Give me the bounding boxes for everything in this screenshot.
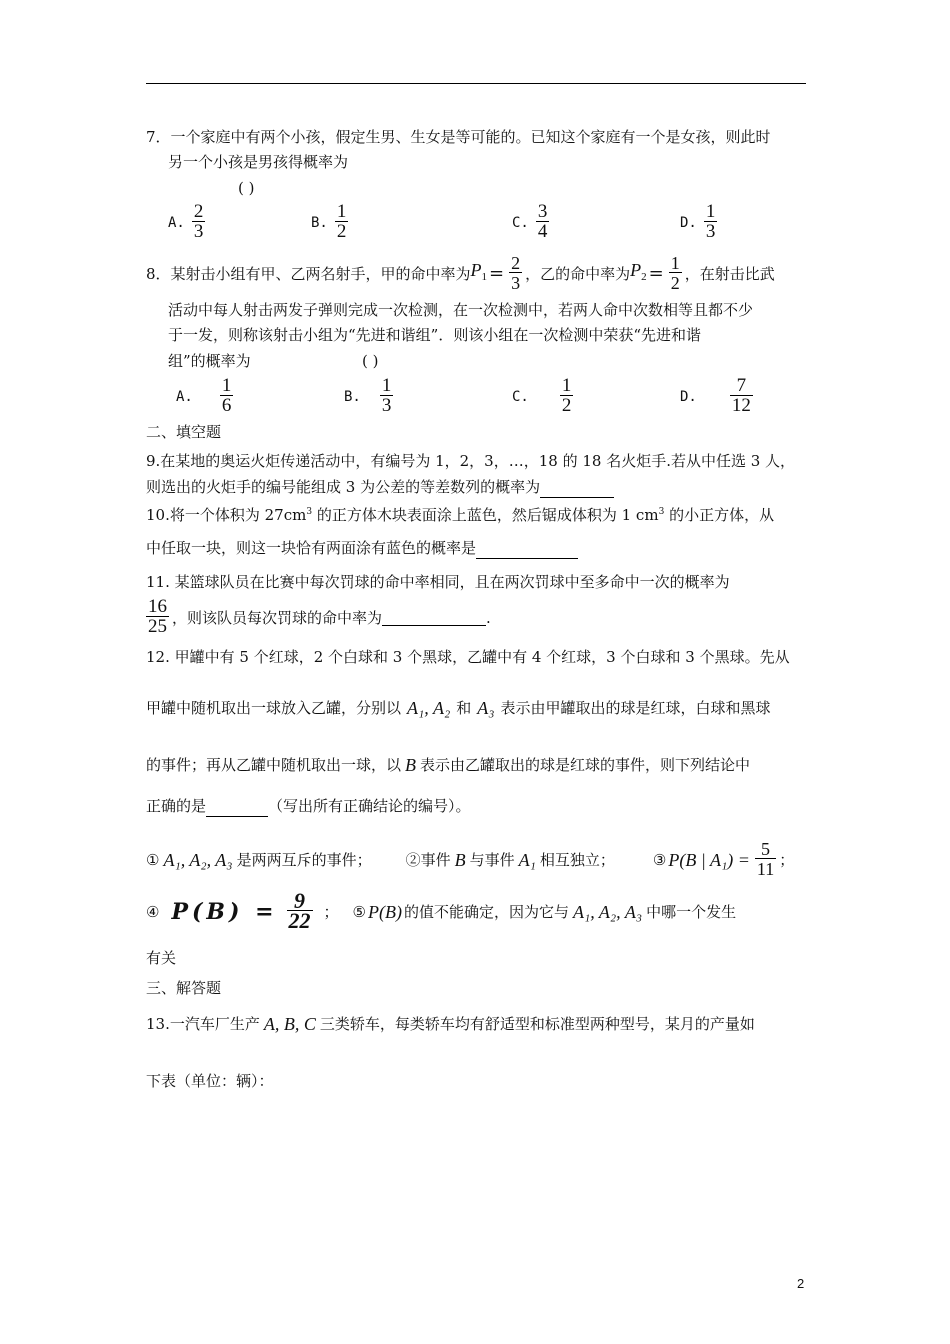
section-heading-solve: 三、解答题 bbox=[146, 979, 222, 997]
q8-option-b bbox=[344, 377, 396, 416]
answer-blank bbox=[382, 609, 486, 626]
q12-text-part: 表示由甲罐取出的球是红球，白球和黑球 bbox=[500, 699, 771, 717]
q10-text-part: 10.将一个体积为 27cm bbox=[146, 506, 307, 524]
fraction bbox=[730, 377, 753, 416]
superscript: 3 bbox=[306, 507, 313, 517]
q7-option-a bbox=[168, 203, 208, 242]
numerator: 2 bbox=[193, 201, 204, 222]
option-label: D. bbox=[680, 388, 697, 405]
q12-text-part: 表示由乙罐取出的球是红球的事件，则下列结论中 bbox=[420, 756, 751, 774]
fraction bbox=[335, 203, 349, 242]
q12-text-part: 甲罐中随机取出一球放入乙罐，分别以 bbox=[146, 699, 402, 717]
statement-text: 中哪一个发生 bbox=[646, 902, 737, 921]
q8-text-line3: 于一发，则称该射击小组为“先进和谐组”．则该小组在一次检测中荣获“先进和谐 bbox=[168, 326, 702, 344]
q8-text-part: ，乙的命中率为 bbox=[525, 264, 631, 283]
numerator: 1 bbox=[336, 201, 347, 222]
numerator: 1 bbox=[670, 253, 680, 273]
math-a1-a2: A₁, A₂ bbox=[407, 698, 451, 718]
p-subscript: 1 bbox=[481, 271, 488, 283]
q11-text-line1: 11. 某篮球队员在比赛中每次罚球的命中率相同，且在两次罚球中至多命中一次的概率为 bbox=[146, 573, 730, 591]
answer-blank bbox=[540, 477, 614, 498]
statement-text: 是两两互斥的事件； bbox=[236, 850, 372, 869]
q8-text-part: ，在射击比武 bbox=[684, 264, 775, 283]
q13-text-part: 三类轿车，每类轿车均有舒适型和标准型两种型号，某月的产量如 bbox=[319, 1015, 755, 1033]
denominator: 25 bbox=[148, 616, 167, 637]
numerator: 2 bbox=[511, 253, 521, 273]
numerator: 7 bbox=[736, 375, 747, 396]
fraction bbox=[560, 377, 574, 416]
fraction bbox=[536, 203, 550, 242]
statement-text: 的值不能确定，因为它与 bbox=[403, 902, 569, 921]
q9-text-line1: 9.在某地的奥运火炬传递活动中，有编号为 1，2，3，…，18 的 18 名火炬手.若从中任选 3 人， bbox=[146, 452, 796, 470]
answer-blank bbox=[206, 796, 268, 817]
statement-marker: ③ bbox=[652, 850, 667, 869]
q11-period: . bbox=[486, 608, 491, 627]
q8-text-line2: 活动中每人射击两发子弹则完成一次检测，在一次检测中，若两人命中次数相等且都不少 bbox=[168, 301, 754, 319]
denominator: 3 bbox=[511, 273, 521, 293]
option-label: C. bbox=[512, 214, 529, 231]
p-letter: P bbox=[470, 260, 482, 280]
math-a3: A₃ bbox=[477, 698, 495, 718]
q7-option-c bbox=[512, 203, 552, 242]
q8-option-a bbox=[176, 377, 236, 416]
math-a1: A₁ bbox=[518, 849, 536, 870]
p2-symbol bbox=[630, 260, 647, 287]
option-label: A. bbox=[176, 388, 193, 405]
section-heading-fill-in: 二、填空题 bbox=[146, 423, 222, 441]
p1-symbol bbox=[471, 260, 488, 287]
q10-text: 中任取一块，则这一块恰有两面涂有蓝色的概率是 bbox=[146, 539, 477, 557]
math-b: B bbox=[405, 755, 417, 775]
math-b: B bbox=[454, 849, 466, 870]
fraction bbox=[755, 840, 776, 879]
math-conditional-prob: P(B | A₁) = bbox=[668, 849, 750, 870]
q8-answer-paren: ( ) bbox=[362, 352, 379, 370]
q12-text-part: 和 bbox=[456, 699, 472, 717]
math-prob-b: P(B) bbox=[367, 901, 402, 922]
denominator: 4 bbox=[537, 221, 548, 242]
q13-text-part: 13.一汽车厂生产 bbox=[146, 1015, 260, 1033]
numerator: 16 bbox=[148, 596, 167, 617]
q9-text-line2 bbox=[146, 477, 614, 498]
numerator: 5 bbox=[761, 839, 771, 859]
fraction bbox=[704, 203, 718, 242]
q12-text-line3 bbox=[146, 755, 750, 775]
q12-statements-row2 bbox=[146, 888, 737, 933]
math-prob-b: P(B) = bbox=[171, 898, 278, 925]
option-label: B. bbox=[311, 214, 328, 231]
denominator: 11 bbox=[756, 859, 775, 879]
page-number: 2 bbox=[797, 1276, 805, 1291]
q12-text-part: （写出所有正确结论的编号）。 bbox=[268, 797, 471, 815]
statement-marker: ④ bbox=[146, 902, 160, 921]
denominator: 22 bbox=[288, 908, 311, 933]
denominator: 3 bbox=[193, 221, 204, 242]
q9-text: 则选出的火炬手的编号能组成 3 为公差的等差数列的概率为 bbox=[146, 478, 541, 496]
q13-text-line1 bbox=[146, 1014, 755, 1034]
q12-text-part: 的事件；再从乙罐中随机取出一球，以 bbox=[146, 756, 402, 774]
q8-text-part: 8．某射击小组有甲、乙两名射手，甲的命中率为 bbox=[146, 264, 471, 283]
math-a1-a2-a3: A₁, A₂, A₃ bbox=[163, 849, 233, 870]
q10-text-line1 bbox=[146, 502, 774, 525]
statement-text: 相互独立； bbox=[539, 850, 615, 869]
q12-text-line2 bbox=[146, 698, 771, 718]
denominator: 3 bbox=[381, 395, 392, 416]
q12-text-line1: 12. 甲罐中有 5 个红球，2 个白球和 3 个黑球，乙罐中有 4 个红球，3 个白球和 3 个黑球。先从 bbox=[146, 648, 790, 666]
statement-end: ； bbox=[779, 850, 795, 869]
denominator: 6 bbox=[221, 395, 232, 416]
p2-fraction bbox=[669, 254, 682, 293]
denominator: 2 bbox=[670, 273, 680, 293]
numerator: 1 bbox=[221, 375, 232, 396]
q12-statements-row3: 有关 bbox=[146, 949, 177, 967]
math-a1-a2-a3: A₁, A₂, A₃ bbox=[572, 901, 643, 922]
answer-blank bbox=[476, 538, 578, 559]
q7-text-line2: 另一个小孩是男孩得概率为 bbox=[168, 153, 349, 171]
statement-text: 与事件 bbox=[469, 850, 515, 869]
numerator: 1 bbox=[705, 201, 716, 222]
numerator: 1 bbox=[381, 375, 392, 396]
q7-option-d bbox=[680, 203, 720, 242]
math-abc: A, B, C bbox=[263, 1014, 316, 1034]
q10-text-part: 的小正方体，从 bbox=[664, 506, 775, 524]
equals-sign: = bbox=[648, 262, 664, 284]
fraction bbox=[287, 888, 313, 933]
option-label: C. bbox=[512, 388, 529, 405]
q10-text-line2 bbox=[146, 538, 578, 559]
q8-option-d bbox=[680, 377, 756, 416]
q12-text-part: 正确的是 bbox=[146, 797, 207, 815]
p1-fraction bbox=[509, 254, 522, 293]
fraction bbox=[380, 377, 394, 416]
q12-text-line4 bbox=[146, 796, 471, 817]
q11-fraction bbox=[146, 598, 169, 637]
q10-text-part: 的正方体木块表面涂上蓝色，然后锯成体积为 1 cm bbox=[312, 506, 659, 524]
q13-text-line2: 下表（单位：辆）： bbox=[146, 1072, 274, 1090]
q7-text-line1: 7．一个家庭中有两个小孩，假定生男、生女是等可能的。已知这个家庭有一个是女孩，则此时 bbox=[146, 128, 771, 146]
numerator: 3 bbox=[537, 201, 548, 222]
statement-marker: ⑤ bbox=[352, 902, 366, 921]
denominator: 2 bbox=[561, 395, 572, 416]
q8-option-c bbox=[512, 377, 576, 416]
q11-text-line2 bbox=[146, 598, 491, 637]
q8-text-line4: 组”的概率为 bbox=[168, 352, 251, 370]
option-label: A. bbox=[168, 214, 185, 231]
fraction bbox=[220, 377, 234, 416]
q7-answer-paren: ( ) bbox=[238, 179, 255, 197]
equals-sign: = bbox=[489, 262, 505, 284]
statement-marker: ① bbox=[146, 850, 160, 869]
fraction bbox=[192, 203, 206, 242]
header-rule bbox=[146, 83, 806, 84]
p-letter: P bbox=[630, 260, 642, 280]
denominator: 2 bbox=[336, 221, 347, 242]
q8-text-line1 bbox=[146, 254, 775, 293]
statement-marker: ②事件 bbox=[405, 850, 451, 869]
option-label: D. bbox=[680, 214, 697, 231]
numerator: 1 bbox=[561, 375, 572, 396]
denominator: 3 bbox=[705, 221, 716, 242]
q11-text: ，则该队员每次罚球的命中率为 bbox=[172, 608, 383, 627]
numerator: 9 bbox=[294, 888, 306, 913]
option-label: B. bbox=[344, 388, 361, 405]
q12-statements-row1 bbox=[146, 840, 794, 879]
statement-end: ； bbox=[323, 902, 339, 921]
p-subscript: 2 bbox=[641, 271, 647, 283]
q7-option-b bbox=[311, 203, 351, 242]
denominator: 12 bbox=[731, 395, 751, 416]
superscript: 3 bbox=[658, 507, 665, 517]
